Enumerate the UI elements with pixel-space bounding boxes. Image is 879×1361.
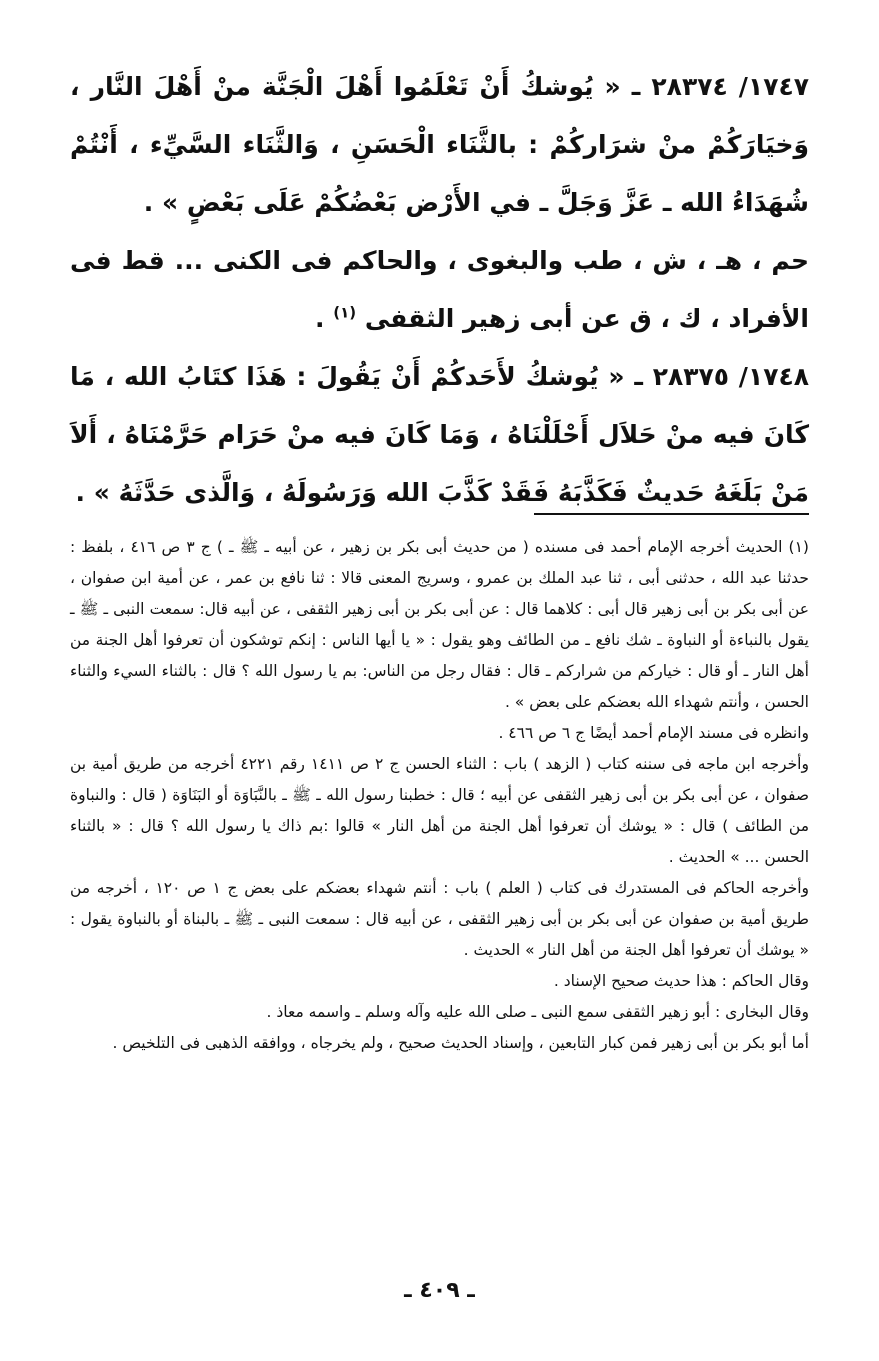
hadith-1747: ١٧٤٧/ ٢٨٣٧٤ ـ « يُوشكُ أَنْ تَعْلَمُوا أَهْلَ الْجَنَّة منْ أَهْلَ النَّار ، وَخيَارَكُمْ منْ شرَاركُمْ : بالثَّنَاء الْحَسَنِ ، وَالثَّنَاء السَّيِّء ، أَنْتُمْ شُهَدَاءُ الله ـ عَزَّ وَجَلَّ ـ في الأَرْض بَعْضُكُمْ عَلَى بَعْضٍ » . [70,72,809,217]
hadith-1748: ١٧٤٨/ ٢٨٣٧٥ ـ « يُوشكُ لأَحَدكُمْ أَنْ يَقُولَ : هَذَا كتَابُ الله ، مَا كَانَ فيه منْ حَلاَل أَحْلَلْنَاهُ ، وَمَا كَانَ فيه منْ حَرَام حَرَّمْنَاهُ ، أَلاَ مَنْ بَلَغَهُ حَديثٌ فَكَذَّبَهُ فَقَدْ كَذَّبَ الله وَرَسُولَهُ ، وَالَّذى حَدَّثَهُ » . [70,362,809,507]
footnotes [70,532,809,1059]
page-number: ـ ٤٠٩ ـ [404,1278,475,1303]
footnote-paragraph: أما أبو بكر بن أبى زهير فمن كبار التابعين ، وإسناد الحديث صحيح ، ولم يخرجاه ، ووافقه الذهبى فى التلخيص . [112,1034,809,1052]
footnote-paragraph: وقال الحاكم : هذا حديث صحيح الإسناد . [553,972,809,990]
main-text [70,58,809,522]
footnote-paragraph: وأخرجه الحاكم فى المستدرك فى كتاب ( العلم ) باب : أنتم شهداء بعضكم على بعض ج ١ ص ١٢٠ ، أخرجه من طريق أمية بن صفوان عن أبى بكر بن أبى زهير الثقفى ، عن أبيه قال : سمعت النبى ـ ﷺ ـ بالبناة أو بالنباوة يقول : « يوشك أن تعرفوا أهل الجنة من أهل النار » الحديث . [70,879,810,959]
sources-period: . [315,304,325,333]
footnote-separator [534,513,809,515]
sources-1747 [70,232,809,348]
footnote-ref-1[interactable]: (١) [333,303,357,322]
footnote-paragraph: (١) الحديث أخرجه الإمام أحمد فى مسنده ( من حديث أبى بكر بن زهير ، عن أبيه ـ ﷺ ـ ) ج ٣ ص ٤١٦ ، بلفظ : حدثنا عبد الله ، حدثنى أبى ، ثنا عبد الملك بن عمرو ، وسريج المعنى قالا : ثنا نافع بن عمر ، عن أمية ابن صفوان ، عن أبى بكر بن أبى زهير قال أبى : كلاهما قال : عن أبى بكر بن أبى زهير الثقفى ، عن أبيه قال: سمعت النبى ـ ﷺ ـ يقول بالنباءة أو النباوة ـ شك نافع ـ من الطائف وهو يقول : « يا أيها الناس : إنكم توشكون أن تعرفوا أهل الجنة من أهل النار ـ أو قال : خياركم من شراركم ـ قال : فقال رجل من الناس: بم يا رسول الله ؟ قال : بالثناء السيء والثناء الحسن ، وأنتم شهداء الله بعضكم على بعض » . [70,538,809,711]
sources-text: حم ، هـ ، ش ، طب والبغوى ، والحاكم فى الكنى ... قط فى الأفراد ، ك ، ق عن أبى زهير الثقفى [70,246,809,333]
footnote-paragraph: وانظره فى مسند الإمام أحمد أيضًا ج ٦ ص ٤٦٦ . [498,724,809,742]
footnote-paragraph: وقال البخارى : أبو زهير الثقفى سمع النبى ـ صلى الله عليه وآله وسلم ـ واسمه معاذ . [266,1003,809,1021]
footnote-paragraph: وأخرجه ابن ماجه فى سننه كتاب ( الزهد ) باب : الثناء الحسن ج ٢ ص ١٤١١ رقم ٤٢٢١ أخرجه من طريق أمية بن صفوان ، عن أبى بكر بن أبى زهير الثقفى عن أبيه ؛ قال : خطبنا رسول الله ـ ﷺ ـ بالنَّبَاوَة أو البَنَاوَة ( قال : والنباوة من الطائف ) قال : « يوشك أن تعرفوا أهل الجنة من أهل النار » قالوا :بم ذاك يا رسول الله ؟ قال : « بالثناء الحسن ... » الحديث . [70,755,809,866]
